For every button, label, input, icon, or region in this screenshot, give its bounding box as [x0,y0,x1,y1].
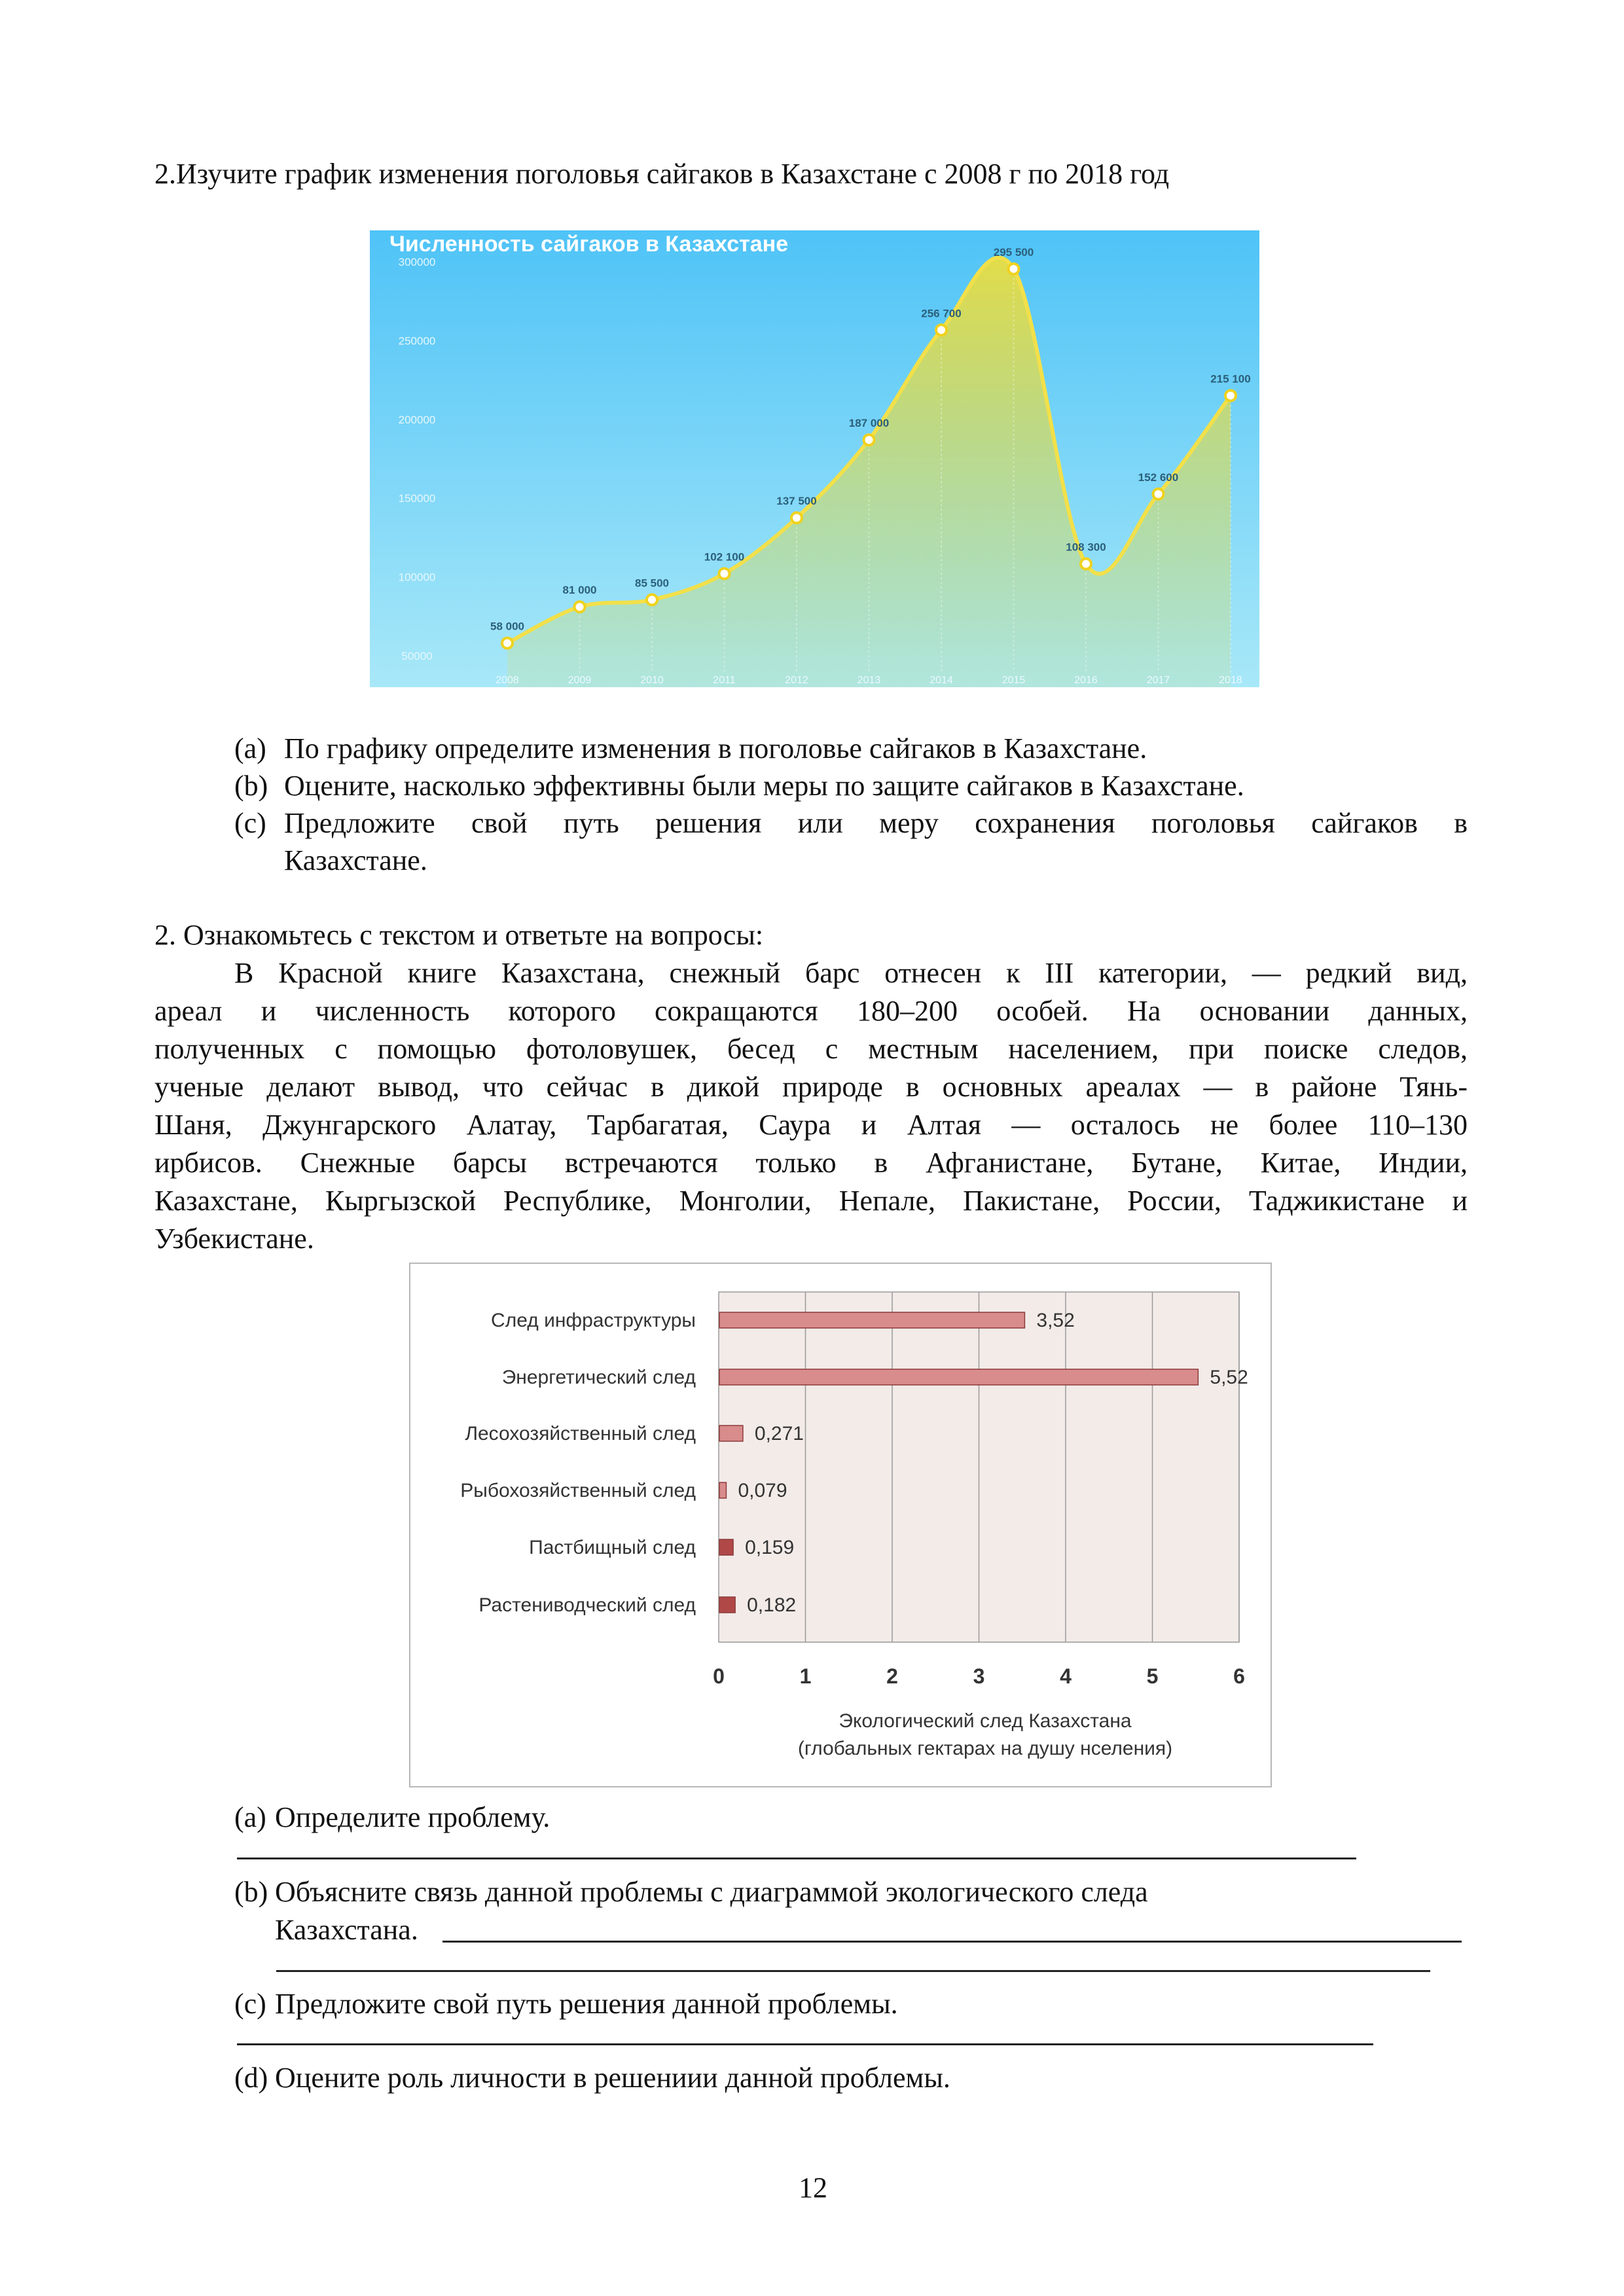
q2-paragraph-line: В Красной книге Казахстана, снежный барс отнесен к III категории, — редкий вид, [234,957,1468,989]
data-point [864,435,875,445]
bar [719,1426,743,1441]
data-point [791,512,802,523]
x-tick-label: 5 [1146,1664,1159,1688]
x-tick-label: 2018 [1219,675,1242,686]
x-tick-label: 6 [1233,1664,1245,1688]
answer-line[interactable] [276,1970,1430,1972]
q1-item-c-text-line2: Казахстане. [284,844,427,876]
bar [719,1539,733,1555]
data-label: 102 100 [704,550,745,564]
x-tick-label: 1 [799,1664,812,1688]
x-tick-label: 4 [1060,1664,1072,1688]
value-label: 5,52 [1210,1367,1248,1388]
q2-paragraph-line: Казахстане, Кыргызской Республике, Монголии, Непале, Пакистане, России, Таджикистане и [154,1185,1468,1217]
q2-item-b-text-line2: Казахстана. [275,1914,418,1946]
q1-item-c-text-line1: Предложите свой путь решения или меру сохранения поголовья сайгаков в [284,807,1468,839]
x-tick-label: 2015 [1001,675,1026,686]
q2-paragraph-line: ирбисов. Снежные барсы встречаются только в Афганистане, Бутане, Китае, Индии, [154,1147,1468,1179]
x-tick-label: 2009 [568,675,592,686]
y-tick-label: 50000 [401,649,433,662]
eco-footprint-chart [409,1263,1272,1787]
q2-paragraph-line: ученые делают вывод, что сейчас в дикой природе в основных ареалах — в районе Тянь- [154,1071,1468,1103]
data-point [936,325,947,335]
y-tick-label: 250000 [398,334,436,348]
q1-item-c-label: (c) [234,807,266,839]
data-point [1225,390,1236,401]
q2-paragraph-line: полученных с помощью фотоловушек, бесед с местным населением, при поиске следов, [154,1033,1468,1065]
x-tick-label: 2014 [929,675,953,686]
bar [719,1597,735,1613]
bar [719,1482,726,1498]
q2-item-a-text: Определите проблему. [275,1801,550,1833]
q1-item-a-text: По графику определите изменения в поголовье сайгаков в Казахстане. [284,732,1147,764]
x-tick-label: 2 [886,1664,898,1688]
data-point [575,601,585,612]
q1-heading: 2.Изучите график изменения поголовья сайгаков в Казахстане с 2008 г по 2018 год [154,158,1170,190]
data-label: 295 500 [993,245,1034,259]
data-point [719,568,730,579]
data-label: 187 000 [848,417,890,430]
data-label: 85 500 [635,577,669,590]
answer-line[interactable] [237,2043,1373,2045]
q2-item-c-label: (c) [234,1988,266,2020]
data-point [1081,559,1091,569]
data-label: 256 700 [921,307,962,320]
value-label: 0,182 [747,1594,797,1616]
q1-item-b-label: (b) [234,770,268,802]
q2-item-d-text: Оцените роль личности в решениии данной проблемы. [275,2062,950,2094]
y-tick-label: 100000 [398,571,436,584]
value-label: 0,159 [745,1537,795,1558]
data-label: 152 600 [1138,471,1179,484]
data-point [1009,264,1019,274]
value-label: 3,52 [1036,1310,1075,1331]
category-label: Рыбохозяйственный след [460,1480,696,1501]
x-tick-label: 2011 [713,675,736,686]
x-tick-label: 2008 [496,675,519,686]
q2-paragraph-line: ареал и численность которого сокращаются 180–200 особей. На основании данных, [154,995,1468,1027]
saiga-population-chart [370,230,1259,687]
data-point [502,638,513,649]
bar [719,1369,1198,1385]
q2-paragraph-line: Узбекистане. [154,1223,314,1255]
x-axis-label: Экологический след Казахстана [839,1710,1132,1732]
data-point [647,594,657,605]
data-label: 137 500 [776,495,817,508]
chart-title: Численность сайгаков в Казахстане [389,232,789,257]
x-tick-label: 3 [973,1664,985,1688]
q1-item-b-text: Оцените, насколько эффективны были меры по защите сайгаков в Казахстане. [284,770,1244,802]
q2-heading: 2. Ознакомьтесь с текстом и ответьте на вопросы: [154,919,764,951]
data-label: 58 000 [490,620,524,633]
data-label: 108 300 [1066,541,1106,554]
q2-item-b-text-line1: Объясните связь данной проблемы с диаграммой экологического следа [275,1876,1148,1908]
answer-line[interactable] [237,1857,1356,1859]
data-label: 81 000 [562,584,597,597]
x-tick-label: 2016 [1074,675,1098,686]
q2-item-b-label: (b) [234,1876,268,1908]
x-tick-label: 2017 [1146,675,1170,686]
category-label: Растениводческий след [478,1594,696,1616]
y-tick-label: 200000 [398,413,436,426]
q2-item-c-text: Предложите свой путь решения данной проблемы. [275,1988,898,2020]
category-label: Пастбищный след [529,1537,696,1558]
value-label: 0,079 [738,1480,787,1501]
x-axis-label: (глобальных гектарах на душу нселения) [797,1738,1173,1759]
category-label: След инфраструктуры [491,1310,696,1331]
y-tick-label: 300000 [398,256,436,269]
page-number: 12 [799,2172,827,2204]
category-label: Лесохозяйственный след [465,1423,696,1444]
q2-item-a-label: (a) [234,1801,266,1833]
category-label: Энергетический след [501,1367,696,1388]
q1-item-a-label: (a) [234,732,266,764]
x-tick-label: 2012 [785,675,808,686]
q2-paragraph-line: Шаня, Джунгарского Алатау, Тарбагатая, Саура и Алтая — осталось не более 110–130 [154,1109,1468,1141]
x-tick-label: 0 [713,1664,725,1688]
x-tick-label: 2010 [640,675,664,686]
q2-item-d-label: (d) [234,2062,268,2094]
data-point [1153,489,1164,499]
bar [719,1312,1024,1328]
y-tick-label: 150000 [398,492,436,505]
data-label: 215 100 [1210,372,1251,386]
value-label: 0,271 [754,1423,804,1444]
answer-line[interactable] [442,1941,1462,1943]
x-tick-label: 2013 [857,675,881,686]
